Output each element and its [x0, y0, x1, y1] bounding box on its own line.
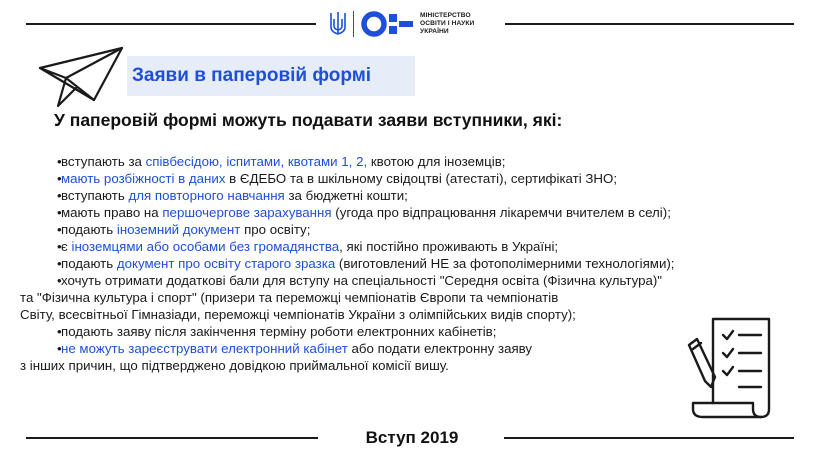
item-text: про освіту;	[240, 222, 311, 237]
highlighted-text: мають розбіжності в даних	[61, 171, 226, 186]
ministry-logo-icon	[361, 10, 415, 38]
item-text: або подати електронну заяву	[347, 341, 533, 356]
highlighted-text: іноземний документ	[116, 222, 241, 237]
bullet-icon: •	[57, 324, 62, 339]
bullet-icon: •	[57, 256, 62, 271]
item-text: хочуть отримати додаткові бали для вступу на спеціальності "Середня освіта (Фізична культура)"	[61, 273, 663, 288]
list-item	[20, 153, 810, 170]
ministry-name-line: ОСВІТИ І НАУКИ	[420, 20, 475, 27]
item-text: Світу, всесвітньої Гімназіади, переможці чемпіонатів України з олімпійських видів спорту);	[20, 307, 576, 322]
logo-separator	[353, 11, 354, 37]
ministry-name-line: МІНІСТЕРСТВО	[420, 12, 471, 19]
list-item	[20, 187, 810, 204]
bullet-icon: •	[57, 171, 62, 186]
item-text: подають	[61, 222, 117, 237]
header-divider-right	[505, 23, 794, 25]
footer-title: Вступ 2019	[365, 428, 459, 447]
trident-icon	[329, 11, 347, 37]
highlighted-text: не можуть зареєструвати електронний кабінет	[61, 341, 348, 356]
item-text: та "Фізична культура і спорт" (призери та переможці чемпіонатів Європи та чемпіонатів	[20, 290, 559, 305]
slide-title: Заяви в паперовій формі	[132, 65, 372, 86]
document-checklist-icon	[683, 313, 781, 423]
item-text: є	[61, 239, 72, 254]
highlighted-text: першочергове зарахування	[162, 205, 332, 220]
paper-plane-icon	[36, 44, 126, 114]
item-text: , які постійно проживають в Україні;	[339, 239, 559, 254]
bullet-icon: •	[57, 205, 62, 220]
item-text: (виготовлений НЕ за фотополімерними технологіями);	[335, 256, 675, 271]
header-divider-left	[26, 23, 316, 25]
list-item	[20, 170, 810, 187]
item-text: подають	[61, 256, 117, 271]
list-item	[20, 221, 810, 238]
slide-title-box	[127, 56, 415, 96]
footer-divider-left	[26, 437, 318, 439]
item-text: квотою для іноземців;	[367, 154, 506, 169]
bullet-icon: •	[57, 273, 62, 288]
item-text: з інших причин, що підтверджено довідкою приймальної комісії вишу.	[20, 358, 449, 373]
list-item	[20, 255, 810, 272]
bullet-icon: •	[57, 239, 62, 254]
highlighted-text: для повторного навчання	[128, 188, 285, 203]
bullet-icon: •	[57, 188, 62, 203]
item-text: мають право на	[61, 205, 163, 220]
bullet-icon: •	[57, 222, 62, 237]
list-item	[20, 238, 810, 255]
highlighted-text: співбесідою, іспитами, квотами 1, 2,	[145, 154, 368, 169]
item-text: вступають за	[61, 154, 146, 169]
list-item-continuation	[20, 289, 810, 306]
list-item	[20, 272, 810, 289]
slide-subtitle: У паперовій формі можуть подавати заяви вступники, які:	[54, 110, 563, 130]
highlighted-text: іноземцями або особами без громадянства	[71, 239, 340, 254]
list-item	[20, 204, 810, 221]
ministry-name-line: УКРАЇНИ	[420, 28, 449, 35]
ministry-logo	[329, 9, 474, 39]
item-text: в ЄДЕБО та в шкільному свідоцтві (атестаті), сертифікаті ЗНО;	[225, 171, 618, 186]
ministry-name	[420, 12, 474, 36]
item-text: за бюджетні кошти;	[284, 188, 408, 203]
bullet-icon: •	[57, 341, 62, 356]
item-text: (угода про відпрацювання лікаремчи вчителем в селі);	[331, 205, 671, 220]
bullet-icon: •	[57, 154, 62, 169]
highlighted-text: документ про освіту старого зразка	[116, 256, 336, 271]
item-text: подають заяву після закінчення терміну роботи електронних кабінетів;	[61, 324, 497, 339]
footer-divider-right	[504, 437, 794, 439]
item-text: вступають	[61, 188, 129, 203]
